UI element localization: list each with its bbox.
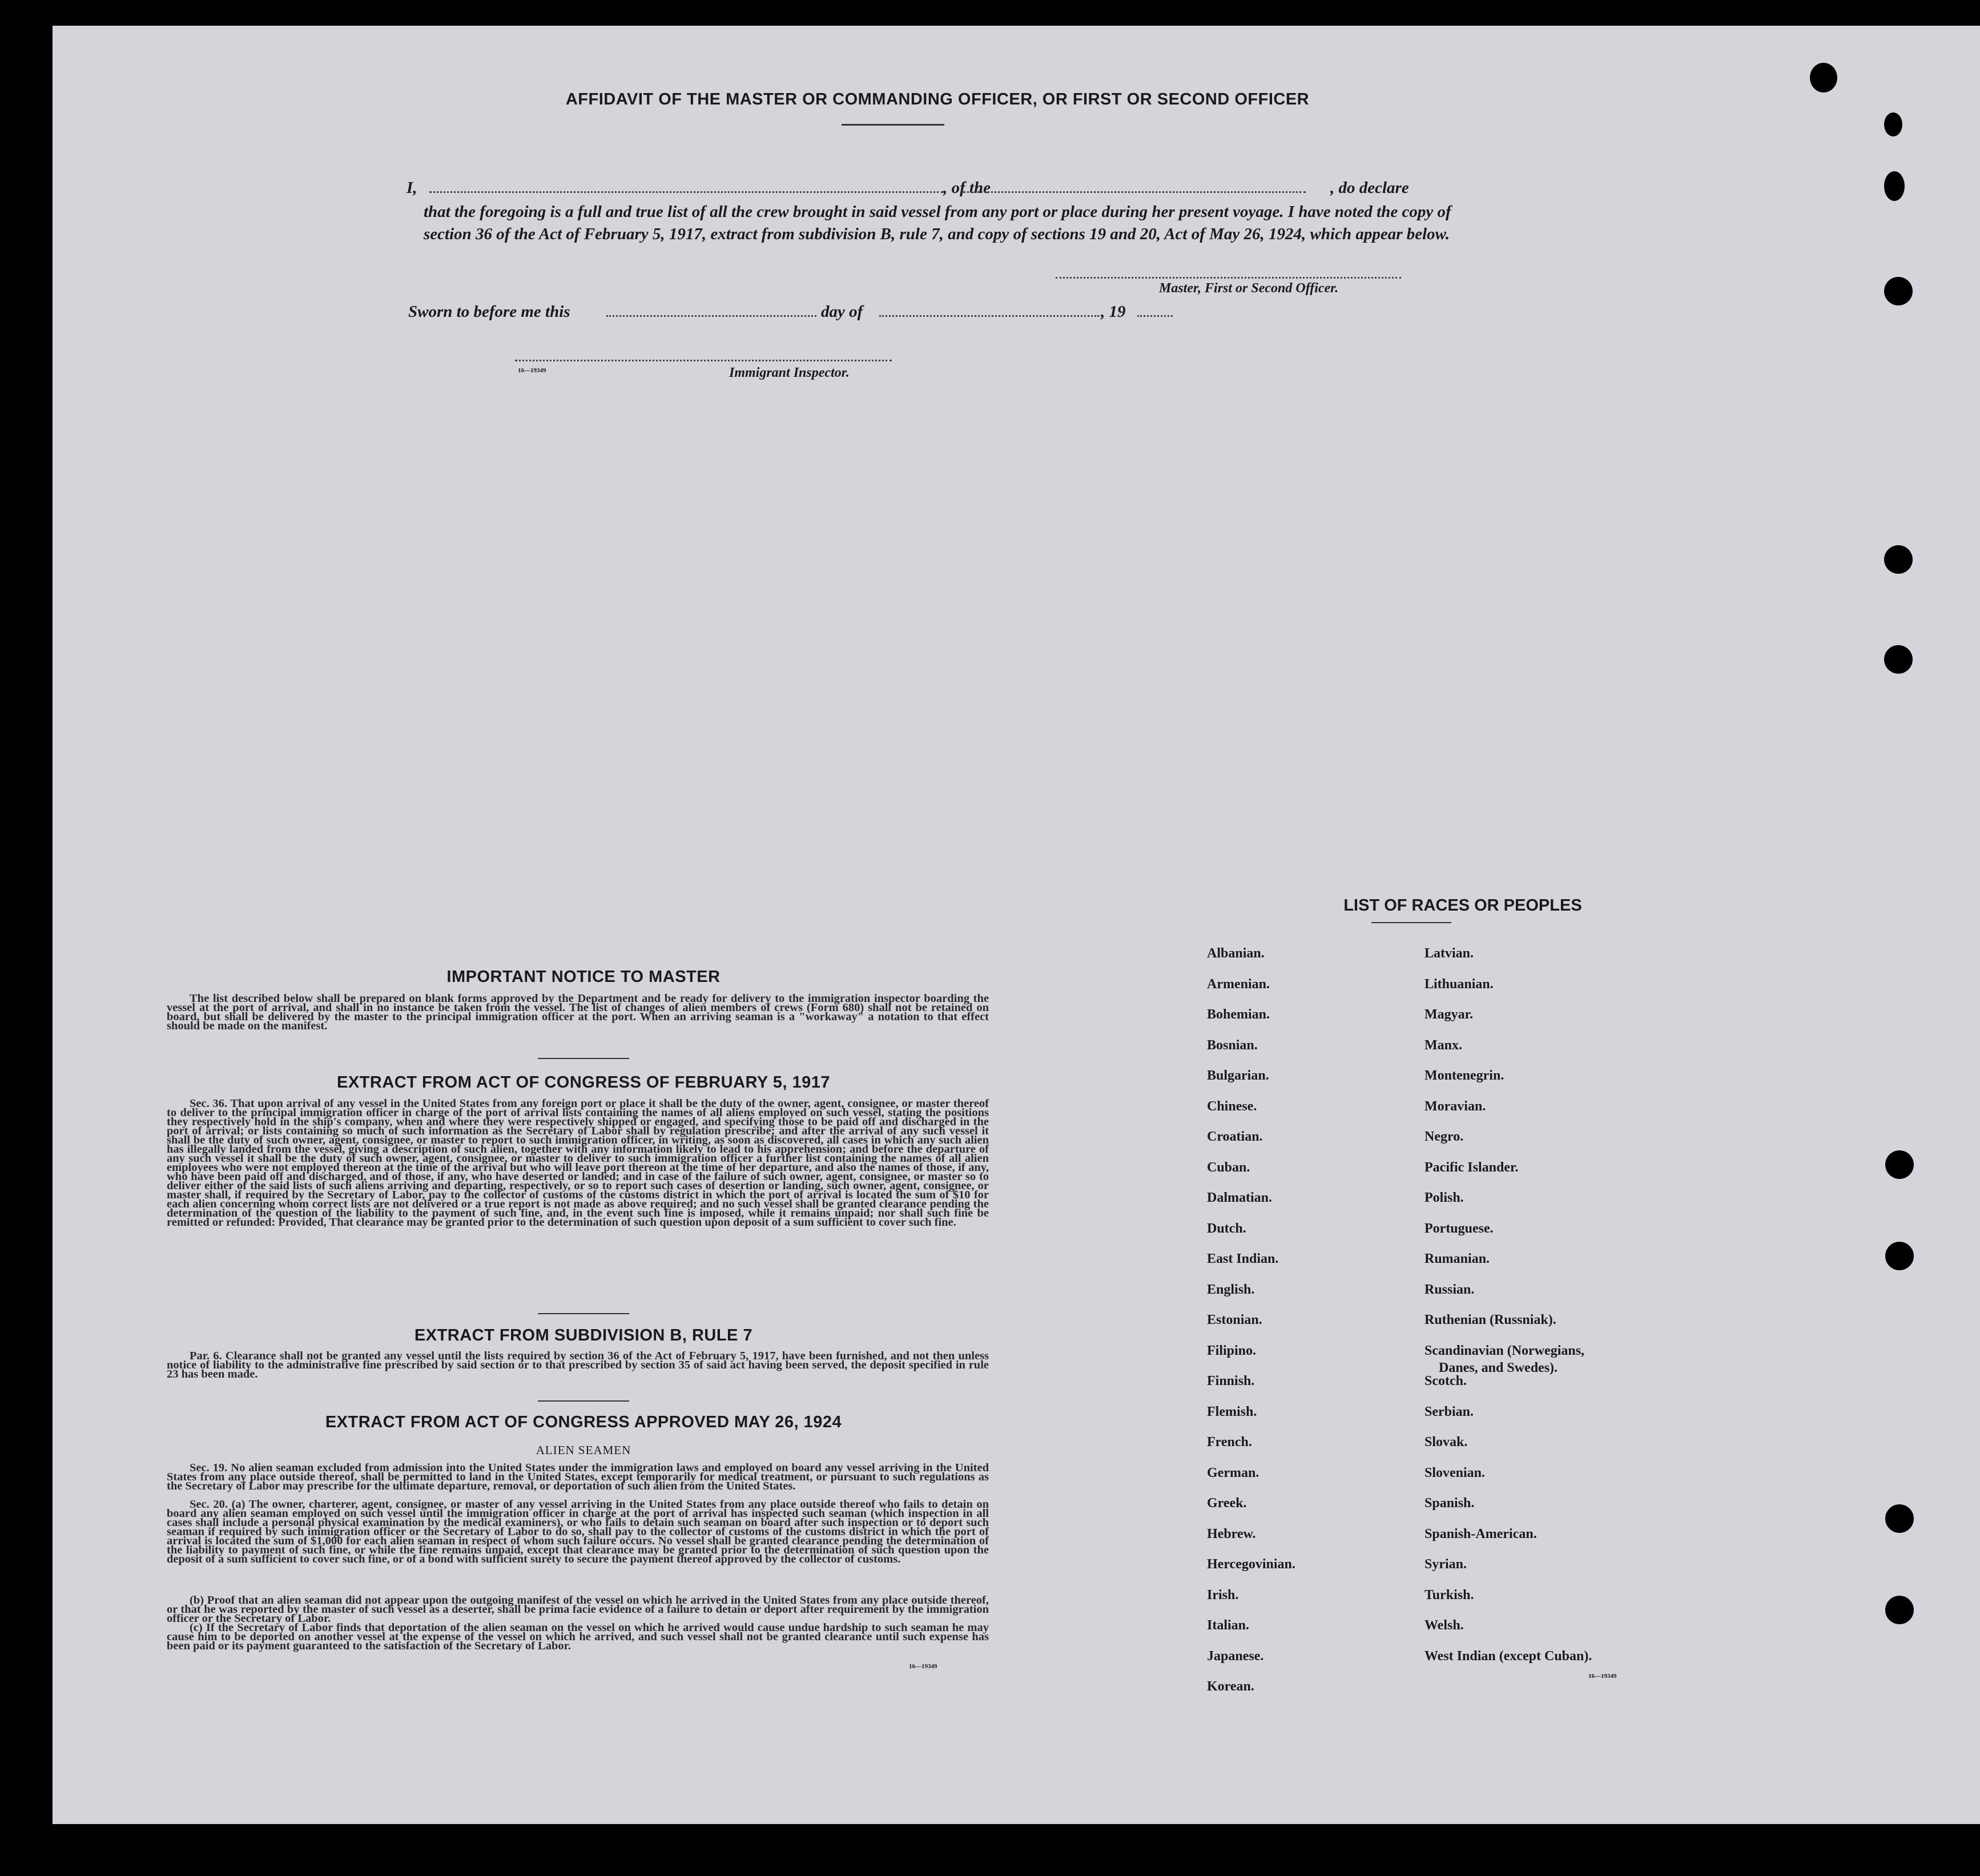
race-item: Filipino.	[1207, 1343, 1257, 1358]
sec-20a-paragraph: Sec. 20. (a) The owner, charterer, agent, consignee, or master of any vessel arriving in the United States from any place outside thereof who fails to detain on board any alien seaman employed on such vessel until the immigration officer in charge at the port of arrival has inspected such seaman (which inspection in all cases shall include a personal physical examination by the medical examiners), or who fails to detain such seaman on board after such inspection or to deport such seaman if required by such immigration officer or the Secretary of Labor to do so, shall pay to the collector of customs of the customs district in which the port of arrival is located the sum of $1,000 for each alien seaman in respect of whom such failure occurs. No vessel shall be granted clearance pending the determination of the liability to payment of such fine, or while the fine remains unpaid, except that clearance may be granted prior to the determination of such question upon the deposit of a sum sufficient to cover such fine, or of a bond with sufficient surety to secure the payment thereof approved by the collector of customs.	[167, 1498, 989, 1565]
race-item: Latvian.	[1424, 946, 1474, 961]
race-item: Spanish-American.	[1424, 1526, 1537, 1541]
race-item: Slovak.	[1424, 1435, 1468, 1450]
affidavit-title: AFFIDAVIT OF THE MASTER OR COMMANDING OFFICER, OR FIRST OR SECOND OFFICER	[565, 90, 1310, 108]
form-number: 16—19349	[1588, 1673, 1617, 1680]
race-item: Dutch.	[1207, 1221, 1246, 1236]
punch-hole	[1884, 277, 1913, 305]
extract-1917-body: Sec. 36. That upon arrival of any vessel in the United States from any foreign port or place it shall be the duty of the owner, agent, consignee, or master thereof to deliver to the principal immigration officer in charge of the port of arrival lists containing the names of all aliens employed on such vessel, stating the positions they respectively hold in the ship's company, when and where they were respectively shipped or engaged, and specifying those to be paid off and discharged in the port of arrival; or lists containing so much of such information as the Secretary of Labor shall by regulation prescribe; and after the arrival of any such vessel it shall be the duty of such owner, agent, consignee, or master to report to such immigration officer, in writing, as soon as discovered, all cases in which any such alien has illegally landed from the vessel, giving a description of such alien, together with any information likely to lead to his apprehension; and before the departure of any such vessel it shall be the duty of such owner, agent, consignee, or master to deliver to such immigration officer a further list containing the names of all alien employees who were not employed thereon at the time of the arrival but who will leave port thereon at the time of her departure, and also the names of those, if any, who have been paid off and discharged, and of those, if any, who have deserted or landed; and in case of the failure of such owner, agent, consignee, or master so to deliver either of the said lists of such aliens arriving and departing, respectively, or so to report such cases of desertion or landing, such owner, agent, consignee, or master shall, if required by the Secretary of Labor, pay to the collector of customs of the customs district in which the port of arrival is located the sum of $10 for each alien concerning whom correct lists are not delivered or a true report is not made as above required; and no such vessel shall be granted clearance pending the determination of the question of the liability to the payment of such fine, and, in the event such fine is imposed, while it remains unpaid; nor shall such fine be remitted or refunded: Provided, That clearance may be granted prior to the determination of such question upon deposit of a sum sufficient to cover such fine.	[167, 1097, 989, 1229]
alien-seamen-subtitle: ALIEN SEAMEN	[536, 1443, 631, 1457]
race-item: French.	[1207, 1435, 1252, 1450]
race-item: Japanese.	[1207, 1648, 1264, 1664]
vessel-field[interactable]	[963, 191, 1306, 193]
punch-hole	[1884, 645, 1913, 674]
master-signature-label: Master, First or Second Officer.	[1159, 281, 1339, 296]
sworn-month-field[interactable]	[879, 315, 1099, 317]
race-item: Portuguese.	[1424, 1221, 1494, 1236]
race-item: Finnish.	[1207, 1374, 1255, 1388]
section-divider	[538, 1313, 629, 1314]
affidavit-of-the-label: , of the	[943, 179, 991, 197]
race-item: Dalmatian.	[1207, 1190, 1272, 1205]
race-item: East Indian.	[1207, 1251, 1279, 1266]
rule7-body: Par. 6. Clearance shall not be granted any vessel until the lists required by section 36 of the Act of February 5, 1917, have been furnished, and not then unless notice of liability to the administrative fine prescribed by said section or to that prescribed by section 35 of said act having been served, the deposit specified in rule 23 has been made.	[167, 1350, 989, 1380]
race-item: Bohemian.	[1207, 1007, 1270, 1022]
race-item: Turkish.	[1424, 1587, 1474, 1603]
race-item: Pacific Islander.	[1424, 1160, 1519, 1175]
punch-hole	[1884, 171, 1905, 201]
form-number: 16—19349	[909, 1663, 937, 1670]
form-number: 16—19349	[518, 367, 546, 374]
day-of-label: day of	[821, 303, 863, 321]
section-divider	[538, 1400, 629, 1402]
year-label: , 19	[1101, 303, 1126, 321]
race-item: Hebrew.	[1207, 1526, 1256, 1541]
race-item: Montenegrin.	[1424, 1068, 1504, 1083]
document-page	[53, 26, 1980, 1824]
inspector-label: Immigrant Inspector.	[729, 365, 850, 380]
inspector-signature-line[interactable]	[515, 360, 892, 361]
race-item: Flemish.	[1207, 1404, 1257, 1419]
races-divider	[1371, 922, 1451, 923]
race-item: Bulgarian.	[1207, 1068, 1269, 1083]
punch-hole	[1884, 112, 1902, 136]
race-item: Polish.	[1424, 1190, 1464, 1205]
race-item: Slovenian.	[1424, 1465, 1486, 1480]
notice-title: IMPORTANT NOTICE TO MASTER	[446, 968, 721, 986]
race-item: Russian.	[1424, 1282, 1475, 1297]
race-item: Italian.	[1207, 1618, 1250, 1633]
notice-body: The list described below shall be prepared on blank forms approved by the Department and be ready for delivery to the immigration inspector boarding the vessel at the port of arrival, and shall in no instance be taken from the vessel. The list of changes of alien members of crews (Form 680) shall not be retained on board, but shall be delivered by the master to the principal immigration officer at the port. When an arriving seaman is a "workaway" a notation to that effect should be made on the manifest.	[167, 992, 989, 1032]
name-field[interactable]	[429, 191, 943, 193]
race-item: Serbian.	[1424, 1404, 1474, 1419]
punch-hole	[1810, 63, 1837, 92]
race-item: Spanish.	[1424, 1496, 1475, 1511]
punch-hole	[1885, 1150, 1914, 1179]
master-signature-line[interactable]	[1056, 277, 1401, 279]
rule7-title: EXTRACT FROM SUBDIVISION B, RULE 7	[414, 1326, 753, 1344]
punch-hole	[1885, 1242, 1914, 1270]
race-item: Ruthenian (Russniak).	[1424, 1313, 1556, 1327]
race-item: English.	[1207, 1282, 1255, 1297]
affidavit-paragraph: that the foregoing is a full and true list of all the crew brought in said vessel from any port or place during her present voyage. I have noted the copy of section 36 of the Act of February 5, 1917, extract from subdivision B, rule 7, and copy of sections 19 and 20, Act of May 26, 1924, which appear below.	[424, 203, 1451, 243]
race-item: Bosnian.	[1207, 1037, 1258, 1053]
race-item: Greek.	[1207, 1496, 1247, 1511]
race-item: Armenian.	[1207, 976, 1270, 992]
race-item: German.	[1207, 1465, 1259, 1480]
extract-1924-title: EXTRACT FROM ACT OF CONGRESS APPROVED MAY 26, 1924	[325, 1413, 842, 1431]
race-item: Estonian.	[1207, 1313, 1262, 1327]
sec-20c-paragraph: (c) If the Secretary of Labor finds that deportation of the alien seaman on the vessel on which he arrived would cause undue hardship to such seaman he may cause him to be deported on another vessel at the expense of the vessel on which he arrived, and such vessel shall not be granted clearance until such expense has been paid or its payment guaranteed to the satisfaction of the Secretary of Labor.	[167, 1621, 989, 1652]
affidavit-i-label: I,	[407, 179, 417, 197]
race-item: Lithuanian.	[1424, 976, 1494, 992]
section-divider	[538, 1058, 629, 1059]
race-item: Welsh.	[1424, 1618, 1464, 1633]
sec-19-paragraph: Sec. 19. No alien seaman excluded from admission into the United States under the immigration laws and employed on board any vessel arriving in the United States from any place outside thereof, shall be permitted to land in the United States, except temporarily for medical treatment, or pursuant to such regulations as the Secretary of Labor may prescribe for the ultimate departure, removal, or deportation of such alien from the United States.	[167, 1462, 989, 1492]
race-item: Scotch.	[1424, 1374, 1467, 1388]
race-item: Manx.	[1424, 1037, 1462, 1053]
race-item: Croatian.	[1207, 1129, 1263, 1144]
race-item: Albanian.	[1207, 946, 1265, 961]
race-item: Rumanian.	[1424, 1251, 1490, 1266]
sworn-day-field[interactable]	[606, 315, 816, 317]
punch-hole	[1885, 1596, 1914, 1624]
sworn-year-field[interactable]	[1137, 315, 1173, 317]
race-item: Scandinavian (Norwegians,	[1424, 1343, 1585, 1358]
race-item: Negro.	[1424, 1129, 1464, 1144]
race-item: Danes, and Swedes).	[1439, 1360, 1558, 1375]
race-item: Irish.	[1207, 1587, 1239, 1603]
affidavit-do-declare-label: , do declare	[1330, 179, 1409, 197]
sworn-label: Sworn to before me this	[408, 303, 570, 321]
race-item: Magyar.	[1424, 1007, 1474, 1022]
punch-hole	[1884, 545, 1913, 574]
race-item: Moravian.	[1424, 1098, 1486, 1114]
title-divider	[842, 124, 944, 126]
race-item: Cuban.	[1207, 1160, 1250, 1175]
race-item: Chinese.	[1207, 1098, 1257, 1114]
extract-1917-title: EXTRACT FROM ACT OF CONGRESS OF FEBRUARY 5, 1917	[336, 1073, 831, 1092]
sec-20b-paragraph: (b) Proof that an alien seaman did not appear upon the outgoing manifest of the vessel on which he arrived in the United States from any place outside thereof, or that he was reported by the master of such vessel as a deserter, shall be prima facie evidence of a failure to detain or deport after requirement by the immigration officer or the Secretary of Labor.	[167, 1594, 989, 1625]
race-item: West Indian (except Cuban).	[1424, 1648, 1592, 1664]
races-title: LIST OF RACES OR PEOPLES	[1343, 896, 1582, 915]
race-item: Hercegovinian.	[1207, 1557, 1295, 1572]
punch-hole	[1885, 1504, 1914, 1533]
race-item: Korean.	[1207, 1679, 1254, 1694]
race-item: Syrian.	[1424, 1557, 1467, 1572]
